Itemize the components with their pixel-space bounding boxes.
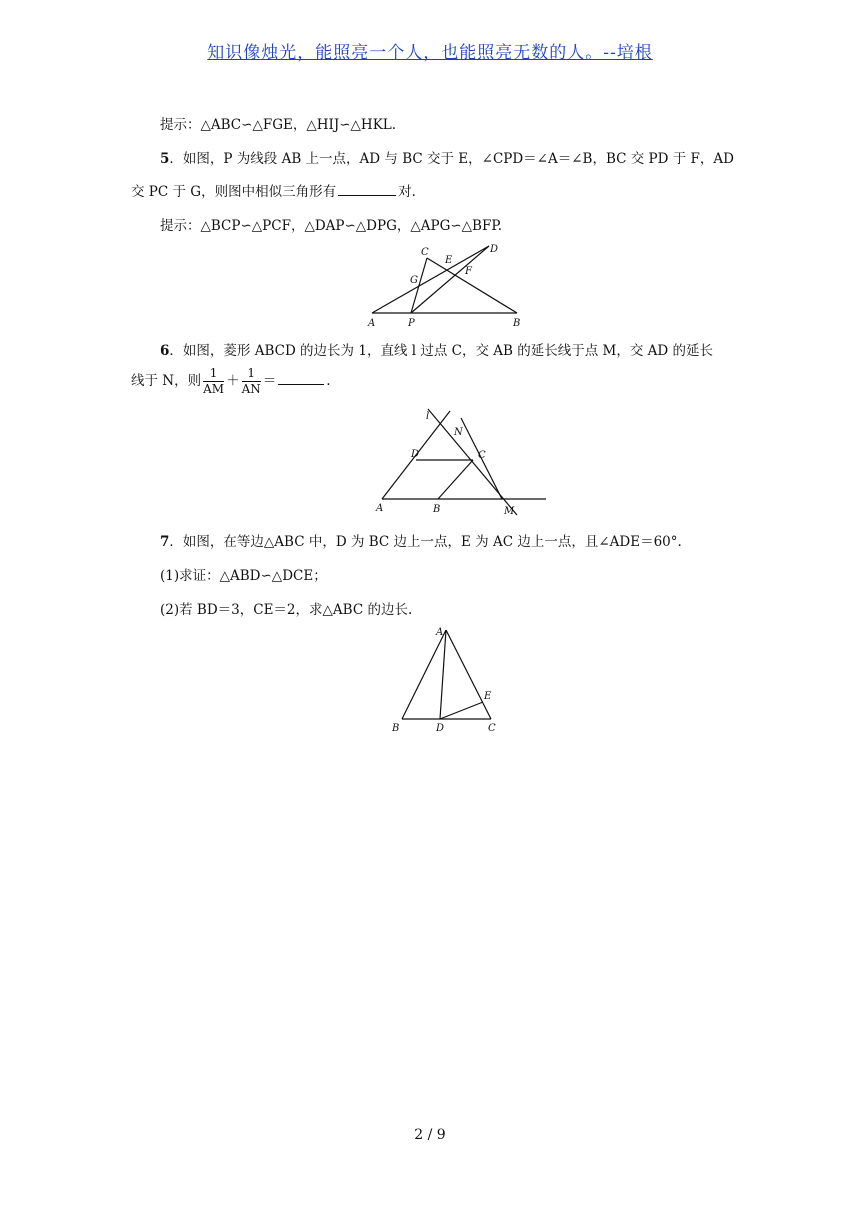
q7-label-C: C [488, 723, 496, 734]
q6-frac1-denominator: AM [203, 382, 225, 396]
q7-part2: (2)若 BD＝3，CE＝2，求△ABC 的边长. [160, 602, 413, 618]
page-header-quote[interactable]: 知识像烛光，能照亮一个人，也能照亮无数的人。--培根 [207, 43, 653, 63]
q5-text2b: 对. [398, 184, 416, 200]
q5-answer-blank [338, 183, 396, 196]
q7-line1 [160, 530, 682, 550]
q7-label-E: E [484, 691, 492, 702]
hint-q4: 提示：△ABC∽△FGE，△HIJ∽△HKL. [160, 117, 397, 133]
q6-fraction-1 [203, 366, 224, 397]
q7-label-A: A [436, 627, 444, 638]
q7-number: 7 [160, 534, 170, 550]
q6-label-C: C [478, 450, 486, 461]
q7-figure [385, 622, 505, 737]
q6-label-M: M [504, 506, 515, 517]
q6-figure [370, 405, 550, 520]
q7-part1: (1)求证：△ABD∽△DCE； [160, 568, 327, 584]
q6-frac2-numerator: 1 [242, 366, 261, 382]
q5-line1 [160, 147, 734, 167]
q6-label-A: A [376, 503, 384, 514]
q5-label-C: C [421, 247, 429, 258]
q5-label-G: G [410, 275, 418, 286]
q6-label-l: l [426, 411, 430, 422]
q7-text1: ．如图，在等边△ABC 中，D 为 BC 边上一点，E 为 AC 边上一点，且∠ADE＝60°. [169, 534, 682, 550]
q5-label-F: F [465, 266, 472, 277]
q5-label-A: A [368, 318, 376, 329]
q6-line1 [160, 339, 713, 359]
q6-frac1-numerator: 1 [203, 366, 224, 382]
q6-equals: ＝ [262, 373, 277, 389]
q6-plus: ＋ [226, 373, 240, 389]
q5-text1: ．如图，P 为线段 AB 上一点，AD 与 BC 交于 E，∠CPD＝∠A＝∠B，BC 交 PD 于 F，AD [169, 151, 734, 167]
q6-fraction-2 [242, 366, 261, 397]
q7-label-D: D [436, 723, 445, 734]
q5-label-P: P [408, 318, 415, 329]
page-number: 2 / 9 [414, 1127, 446, 1143]
q5-figure [360, 240, 540, 330]
q6-text1: ．如图，菱形 ABCD 的边长为 1，直线 l 过点 C，交 AB 的延长线于点 M，交 AD 的延长 [169, 343, 713, 359]
q6-end: . [326, 373, 331, 389]
q5-label-B: B [513, 318, 521, 329]
q5-label-D: D [490, 244, 499, 255]
q5-text2: 交 PC 于 G，则图中相似三角形有 [131, 184, 337, 200]
q5-label-E: E [445, 255, 453, 266]
q6-label-D: D [411, 449, 420, 460]
hint-q5: 提示：△BCP∽△PCF，△DAP∽△DPG，△APG∽△BFP. [160, 218, 502, 234]
q7-label-B: B [392, 723, 400, 734]
q5-line2 [131, 180, 416, 200]
q5-number: 5 [160, 151, 170, 167]
q6-frac2-denominator: AN [241, 382, 261, 396]
q6-number: 6 [160, 343, 170, 359]
q6-answer-blank [278, 372, 324, 385]
q6-text2: 线于 N，则 [131, 373, 202, 389]
q6-label-B: B [433, 504, 441, 515]
q6-label-N: N [454, 427, 463, 438]
q6-line2 [131, 366, 331, 397]
